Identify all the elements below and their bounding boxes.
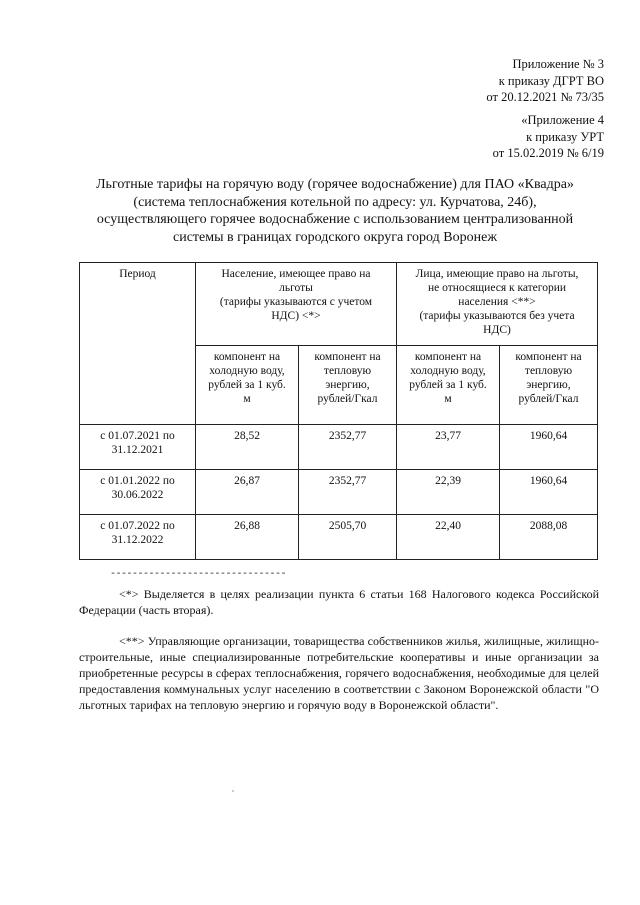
cold-water-component-header	[196, 346, 299, 425]
appendix-3-reference	[486, 56, 604, 106]
tariff-table	[79, 262, 598, 560]
period-end: 31.12.2021	[111, 444, 164, 456]
sub-line: компонент на	[213, 351, 281, 363]
sub-line: компонент на	[414, 351, 482, 363]
footnote-separator: --------------------------------	[110, 569, 287, 580]
title-line-1: Льготные тарифы на горячую воду (горячее водоснабжение) для ПАО «Квадра»	[96, 177, 574, 192]
sub-line: рублей/Гкал	[518, 393, 579, 405]
value-cell: 26,88	[196, 515, 299, 560]
period-header	[80, 263, 196, 425]
appendix-4-line-3: от 15.02.2019 № 6/19	[492, 146, 604, 160]
sub-line: тепловую	[323, 365, 372, 377]
document-title	[40, 176, 630, 246]
period-start: с 01.07.2022 по	[100, 520, 175, 532]
title-line-3: осуществляющего горячее водоснабжение с использованием централизованной	[96, 212, 574, 227]
value-cell: 22,40	[397, 515, 500, 560]
period-end: 30.06.2022	[111, 489, 164, 501]
footnote-vat: <*> Выделяется в целях реализации пункта 6 статьи 168 Налогового кодекса Российской Федерации (часть вторая).	[79, 587, 599, 617]
sub-line: м	[444, 393, 452, 405]
table-header-row	[80, 263, 598, 346]
table-row	[80, 470, 598, 515]
period-cell	[80, 425, 196, 470]
sub-line: рублей за 1 куб.	[409, 379, 487, 391]
value-cell: 26,87	[196, 470, 299, 515]
group2-line: не относящиеся к категории	[427, 282, 567, 294]
sub-line: холодную воду,	[209, 365, 285, 377]
group1-line: Население, имеющее право на	[221, 268, 371, 280]
table-row	[80, 425, 598, 470]
sub-line: компонент на	[314, 351, 381, 363]
value-cell: 2352,77	[299, 425, 397, 470]
appendix-4-line-2: к приказу УРТ	[526, 129, 604, 144]
group1-line: (тарифы указываются с учетом	[219, 296, 373, 308]
value-cell: 28,52	[196, 425, 299, 470]
value-cell: 2088,08	[500, 515, 598, 560]
period-end: 31.12.2022	[111, 534, 164, 546]
period-start: с 01.07.2021 по	[100, 430, 175, 442]
sub-line: рублей/Гкал	[317, 393, 378, 405]
heat-energy-component-header	[299, 346, 397, 425]
group2-line: (тарифы указываются без учета	[419, 310, 575, 322]
population-group-header	[196, 263, 397, 346]
heat-energy-component-header	[500, 346, 598, 425]
sub-line: энергию,	[325, 379, 370, 391]
period-cell	[80, 470, 196, 515]
group2-line: Лица, имеющие право на льготы,	[415, 268, 579, 280]
title-line-4: системы в границах городского округа город Воронеж	[173, 229, 497, 245]
appendix-3-line-2: к приказу ДГРТ ВО	[498, 73, 604, 88]
appendix-3-line-3: от 20.12.2021 № 73/35	[486, 90, 604, 104]
title-line-2: (система теплоснабжения котельной по адресу: ул. Курчатова, 24б),	[133, 194, 537, 210]
period-header-label: Период	[119, 268, 156, 280]
period-cell	[80, 515, 196, 560]
scan-speck	[232, 790, 234, 792]
appendix-4-reference	[493, 112, 604, 162]
sub-line: холодную воду,	[410, 365, 486, 377]
group1-line: льготы	[279, 282, 313, 294]
value-cell: 1960,64	[500, 470, 598, 515]
other-persons-group-header	[397, 263, 598, 346]
sub-line: компонент на	[515, 351, 582, 363]
group2-line: НДС)	[483, 324, 511, 336]
value-cell: 2352,77	[299, 470, 397, 515]
cold-water-component-header	[397, 346, 500, 425]
group2-line: населения <**>	[458, 296, 536, 308]
appendix-3-line-1: Приложение № 3	[512, 57, 604, 71]
table-row	[80, 515, 598, 560]
footnote-other-persons: <**> Управляющие организации, товарищества собственников жилья, жилищные, жилищно-строительные, иные специализированные потребительские кооперативы и иные организации за приобретенные ресурсы в сферах теплоснабжения, горячего водоснабжения, необходимые для целей предоставления коммунальных услуг населению в соответствии с Законом Воронежской области "О льготных тарифах на тепловую энергию и горячую воду в Воронежской области".	[79, 634, 599, 712]
period-start: с 01.01.2022 по	[100, 475, 175, 487]
value-cell: 1960,64	[500, 425, 598, 470]
sub-line: рублей за 1 куб.	[208, 379, 286, 391]
sub-line: м	[243, 393, 251, 405]
sub-line: тепловую	[524, 365, 573, 377]
value-cell: 22,39	[397, 470, 500, 515]
group1-line: НДС) <*>	[271, 310, 321, 322]
appendix-4-line-1: «Приложение 4	[521, 113, 604, 127]
value-cell: 23,77	[397, 425, 500, 470]
value-cell: 2505,70	[299, 515, 397, 560]
sub-line: энергию,	[526, 379, 571, 391]
